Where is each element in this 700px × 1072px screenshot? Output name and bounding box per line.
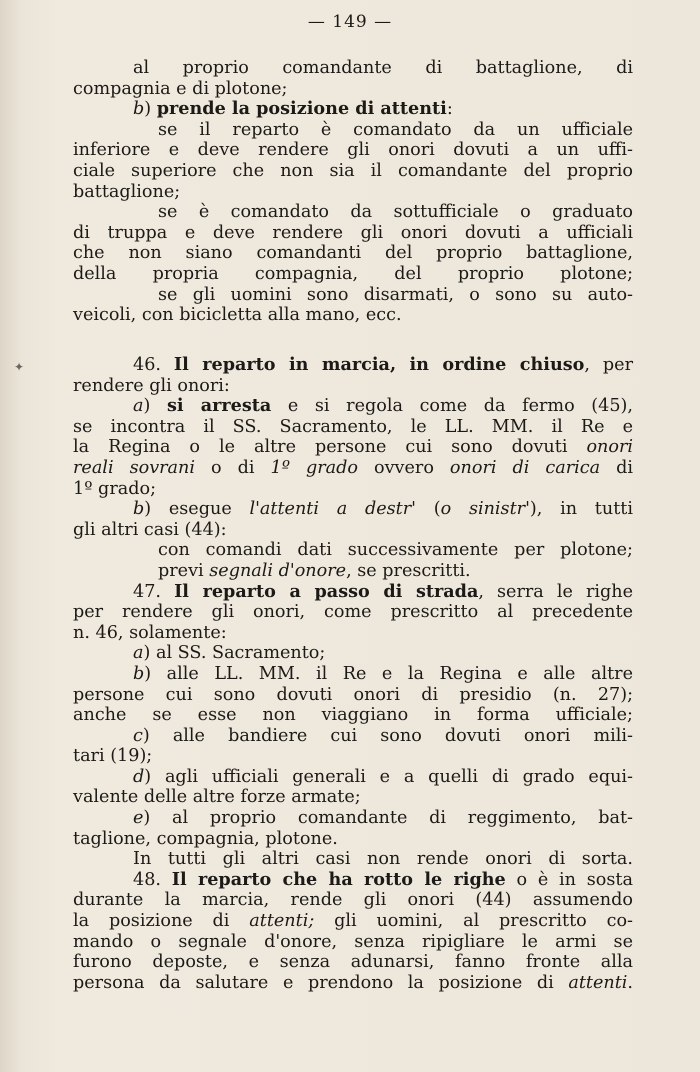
text-line: inferiore e deve rendere gli onori dovuti a un uffi-: [73, 140, 633, 161]
text-line: se gli uomini sono disarmati, o sono su auto-: [158, 284, 633, 305]
text-line: n. 46, solamente:: [73, 622, 227, 643]
text-line: a) al SS. Sacramento;: [133, 643, 326, 664]
text-block-sections-46-48: [73, 355, 633, 993]
text-line: 1º grado;: [73, 478, 157, 499]
text-line: la posizione di attenti; gli uomini, al prescritto co-: [73, 911, 633, 932]
text-line: che non siano comandanti del proprio battaglione,: [73, 243, 633, 264]
text-line: con comandi dati successivamente per plotone;: [158, 540, 633, 561]
text-line: tari (19);: [73, 746, 153, 767]
text-line: persona da salutare e prendono la posizione di attenti.: [73, 972, 633, 993]
page-number: — 149 —: [307, 12, 393, 32]
text-line: la Regina o le altre persone cui sono dovuti onori: [73, 437, 633, 458]
text-line: b) alle LL. MM. il Re e la Regina e alle altre: [133, 663, 633, 684]
text-line: 48. Il reparto che ha rotto le righe o è in sosta: [133, 868, 633, 890]
text-line: valente delle altre forze armate;: [73, 787, 361, 808]
text-line: ciale superiore che non sia il comandante del proprio: [73, 160, 633, 181]
text-line: taglione, compagnia, plotone.: [73, 828, 338, 849]
text-line: b) prende la posizione di attenti:: [133, 98, 453, 120]
text-line: persone cui sono dovuti onori di presidio (n. 27);: [73, 684, 633, 705]
text-line: compagnia e di plotone;: [73, 78, 288, 99]
text-line: per rendere gli onori, come prescritto al precedente: [73, 602, 633, 623]
text-line: c) alle bandiere cui sono dovuti onori mili-: [133, 725, 633, 746]
text-line: durante la marcia, rende gli onori (44) assumendo: [73, 890, 633, 911]
text-line: se è comandato da sottufficiale o graduato: [158, 202, 633, 223]
text-line: 47. Il reparto a passo di strada, serra le righe: [133, 580, 634, 602]
text-line: furono deposte, e senza adunarsi, fanno fronte alla: [73, 952, 633, 973]
text-line: se incontra il SS. Sacramento, le LL. MM. il Re e: [73, 416, 633, 437]
text-line: d) agli ufficiali generali e a quelli di grado equi-: [133, 766, 633, 787]
text-line: mando o segnale d'onore, senza ripigliare le armi se: [73, 931, 633, 952]
text-line: b) esegue l'attenti a destr' (o sinistr'), in tutti: [133, 499, 633, 520]
text-line: 46. Il reparto in marcia, in ordine chiuso, per: [133, 354, 633, 375]
text-block-continuation: [73, 58, 633, 326]
text-line: veicoli, con bicicletta alla mano, ecc.: [73, 305, 402, 326]
text-line: e) al proprio comandante di reggimento, bat-: [133, 808, 633, 829]
text-line: rendere gli onori:: [73, 375, 230, 396]
text-line: se il reparto è comandato da un ufficiale: [158, 119, 633, 140]
text-line: al proprio comandante di battaglione, di: [133, 58, 633, 78]
text-line: previ segnali d'onore, se prescritti.: [158, 560, 471, 581]
margin-mark: ✦: [14, 360, 25, 374]
text-line: battaglione;: [73, 181, 181, 202]
text-line: di truppa e deve rendere gli onori dovuti a ufficiali: [73, 222, 633, 243]
text-line: reali sovrani o di 1º grado ovvero onori di carica di: [73, 457, 634, 478]
text-line: In tutti gli altri casi non rende onori di sorta.: [133, 849, 633, 870]
text-line: gli altri casi (44):: [73, 519, 227, 540]
text-line: della propria compagnia, del proprio plotone;: [73, 263, 633, 284]
text-line: anche se esse non viaggiano in forma ufficiale;: [73, 705, 633, 726]
text-line: a) si arresta e si regola come da fermo (45),: [133, 395, 633, 417]
